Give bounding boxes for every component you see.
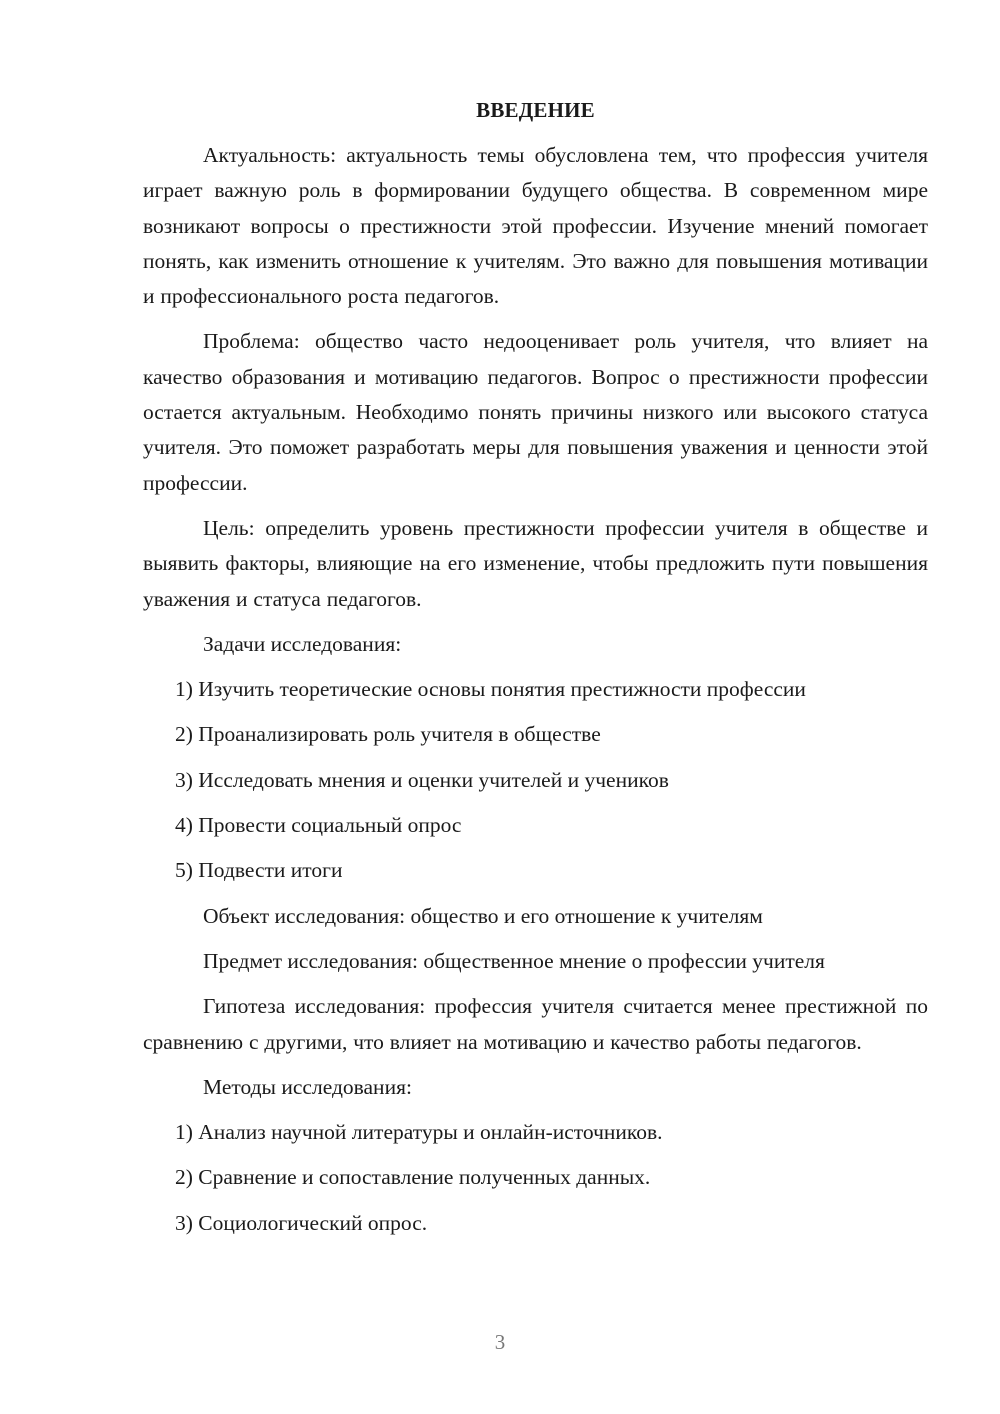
document-page xyxy=(143,92,928,1251)
page-number: 3 xyxy=(494,1330,506,1354)
page-title: ВВЕДЕНИЕ xyxy=(476,98,595,122)
relevance-paragraph: Актуальность: актуальность темы обусловлена тем, что профессия учителя играет важную роль в формировании будущего общества. В современном мире возникают вопросы о престижности этой профессии. Изучение мнений помогает понять, как изменить отношение к учителям. Это важно для повышения мотивации и профессионального роста педагогов. xyxy=(143,143,928,309)
object-line: Объект исследования: общество и его отношение к учителям xyxy=(203,903,763,928)
methods-heading: Методы исследования: xyxy=(203,1074,412,1099)
methods-list xyxy=(143,1115,928,1241)
tasks-heading: Задачи исследования: xyxy=(203,631,402,656)
list-item: 1) Анализ научной литературы и онлайн-источников. xyxy=(175,1120,663,1145)
goal-paragraph: Цель: определить уровень престижности профессии учителя в обществе и выявить факторы, влияющие на его изменение, чтобы предложить пути повышения уважения и статуса педагогов. xyxy=(143,515,928,611)
hypothesis-paragraph: Гипотеза исследования: профессия учителя считается менее престижной по сравнению с другими, что влияет на мотивацию и качество работы педагогов. xyxy=(143,994,928,1054)
list-item: 3) Социологический опрос. xyxy=(175,1210,428,1235)
problem-paragraph: Проблема: общество часто недооценивает роль учителя, что влияет на качество образования и мотивацию педагогов. Вопрос о престижности профессии остается актуальным. Необходимо понять причины низкого или высокого статуса учителя. Это поможет разработать меры для повышения уважения и ценности этой профессии. xyxy=(143,329,928,495)
list-item: 4) Провести социальный опрос xyxy=(175,813,462,838)
list-item: 5) Подвести итоги xyxy=(175,858,343,883)
tasks-list xyxy=(143,672,928,888)
subject-line: Предмет исследования: общественное мнение о профессии учителя xyxy=(203,948,825,973)
list-item: 1) Изучить теоретические основы понятия престижности профессии xyxy=(175,677,806,702)
list-item: 3) Исследовать мнения и оценки учителей и учеников xyxy=(175,767,669,792)
list-item: 2) Сравнение и сопоставление полученных данных. xyxy=(175,1165,651,1190)
list-item: 2) Проанализировать роль учителя в обществе xyxy=(175,722,601,747)
